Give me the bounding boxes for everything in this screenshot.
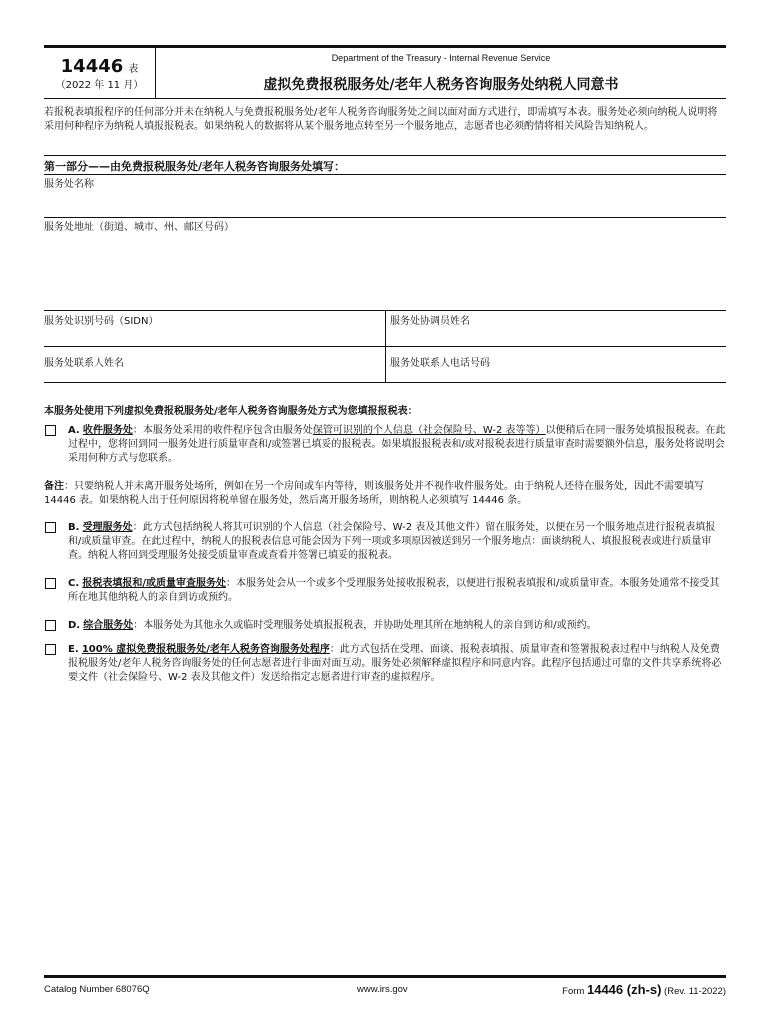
form-prefix: Form (562, 986, 587, 997)
option-c-letter: C. (68, 578, 80, 589)
catalog-number: Catalog Number 68076Q (44, 984, 150, 995)
form-title: 虚拟免费报税服务处/老年人税务咨询服务处纳税人同意书 (263, 77, 619, 93)
form-suffix: 表 (128, 64, 139, 75)
option-a-title: 收件服务处 (82, 425, 133, 436)
option-e-letter: E. (68, 644, 79, 655)
contact-name-label: 服务处联系人姓名 (44, 358, 124, 369)
option-d-text: ：本服务处为其他永久或临时受理服务处填报报税表，并协助处理其所在地纳税人的亲自到访和/或预约。 (133, 620, 597, 631)
option-d-checkbox[interactable] (45, 620, 56, 631)
contact-name-field[interactable] (44, 370, 384, 381)
intro-text: 若报税表填报程序的任何部分并未在纳税人与免费报税服务处/老年人税务咨询服务处之间以面对面方式进行，即需填写本表。服务处必须向纳税人说明将采用何种程序为纳税人填报报税表。如果纳税人的数据将从某个服务地点转至另一个服务地点，志愿者也必须酌情将相关风险告知纳税人。 (44, 107, 718, 132)
site-name-rule (44, 217, 726, 218)
option-a-text-underlined: 保管可识别的个人信息（社会保险号、W-2 表等等） (312, 425, 546, 436)
form-date: （2022 年 11 月） (55, 80, 144, 91)
option-e-title: 100% 虚拟免费报税服务处/老年人税务咨询服务处程序 (81, 644, 330, 655)
option-b-title: 受理服务处 (82, 522, 133, 533)
option-d (68, 619, 726, 633)
option-b-letter: B. (68, 522, 80, 533)
option-b (68, 521, 726, 563)
part1-heading-rule (44, 174, 726, 175)
option-e (68, 643, 726, 685)
sidn-rule (44, 346, 726, 347)
footer-rule (44, 975, 726, 978)
option-d-title: 综合服务处 (83, 620, 134, 631)
methods-heading: 本服务处使用下列虚拟免费报税服务处/老年人税务咨询服务处方式为您填报报税表： (44, 406, 418, 417)
note (44, 480, 726, 508)
option-a-text-2: 以便稍后在同一服务处填报报税表。在此过程中，您将回到同一服务处进行质量审查和/或签署已填妥的报税表。如果填报报税表和/或对报税表进行质量审查时需要额外信息，服务处将说明会采用何种方式与您联系。 (68, 425, 726, 464)
option-a-letter: A. (68, 425, 80, 436)
option-d-letter: D. (68, 620, 81, 631)
note-label: 备注 (44, 481, 64, 492)
note-text: ：只要纳税人并未离开服务处场所，例如在另一个房间或车内等待，则该服务处并不视作收件服务处。由于纳税人还待在服务处，因此不需要填写 14446 表。如果纳税人出于任何原因将税单留在服务处，然后离开服务场所，则纳税人必须填写 14446 条。 (44, 481, 704, 506)
agency: Department of the Treasury - Internal Revenue Service (331, 53, 551, 63)
option-a (68, 424, 726, 466)
option-e-checkbox[interactable] (45, 644, 56, 655)
contact-rule (44, 382, 726, 383)
header-bottom-rule (44, 98, 726, 99)
option-c-checkbox[interactable] (45, 578, 56, 589)
coordinator-label: 服务处协调员姓名 (390, 316, 470, 327)
site-name-field[interactable] (44, 194, 726, 216)
option-b-text: ：此方式包括纳税人将其可识别的个人信息（社会保险号、W-2 表及其他文件）留在服务处，以便在另一个服务地点进行报税表填报和/或质量审查。在此过程中，纳税人的报税表信息可能会因为下列一项或多项原因被送到另一个服务地点：面谈纳税人、填报报税表或进行质量审查。纳税人将回到受理服务处接受质量审查或查看并签署已填妥的报税表。 (68, 522, 716, 561)
sidn-label: 服务处识别号码（SIDN） (44, 316, 159, 327)
option-c-title: 报税表填报和/或质量审查服务处 (82, 578, 226, 589)
website: www.irs.gov (357, 984, 408, 995)
coordinator-field[interactable] (390, 330, 726, 345)
form-footer-id (562, 981, 726, 999)
site-name-label: 服务处名称 (44, 179, 94, 190)
form-id: 14446 (zh-s) (586, 982, 662, 997)
site-address-label: 服务处地址（街道、城市、州、邮区号码） (44, 222, 234, 233)
option-c-text: ：本服务处会从一个或多个受理服务处接收报税表，以便进行报税表填报和/或质量审查。本服务处通常不接受其所在地其他纳税人的亲自到访或预约。 (68, 578, 720, 603)
option-a-checkbox[interactable] (45, 425, 56, 436)
option-b-checkbox[interactable] (45, 522, 56, 533)
form-number-block (44, 56, 155, 77)
form-number: 14446 (60, 56, 124, 77)
contact-phone-label: 服务处联系人电话号码 (390, 358, 490, 369)
part1-top-rule (44, 155, 726, 156)
header-top-rule (44, 45, 726, 48)
option-c (68, 577, 726, 605)
option-a-text-1: ：本服务处采用的收件程序包含由服务处 (132, 425, 313, 436)
sidn-field[interactable] (44, 330, 384, 345)
option-e-text: ：此方式包括在受理、面谈、报税表填报、质量审查和签署报税表过程中与纳税人及免费报税服务处/老年人税务咨询服务处的任何志愿者进行非面对面互动。服务处必须解释虚拟程序和同意内容。此程序包括通过可靠的文件共享系统将必要文件（社会保险号、W-2 表及其他文件）发送给指定志愿者进行审查的虚拟程序。 (68, 644, 722, 683)
part1-heading: 第一部分——由免费报税服务处/老年人税务咨询服务处填写： (44, 160, 346, 173)
form-rev: (Rev. 11-2022) (661, 986, 726, 997)
contact-phone-field[interactable] (390, 370, 726, 381)
site-address-field[interactable] (44, 237, 726, 309)
